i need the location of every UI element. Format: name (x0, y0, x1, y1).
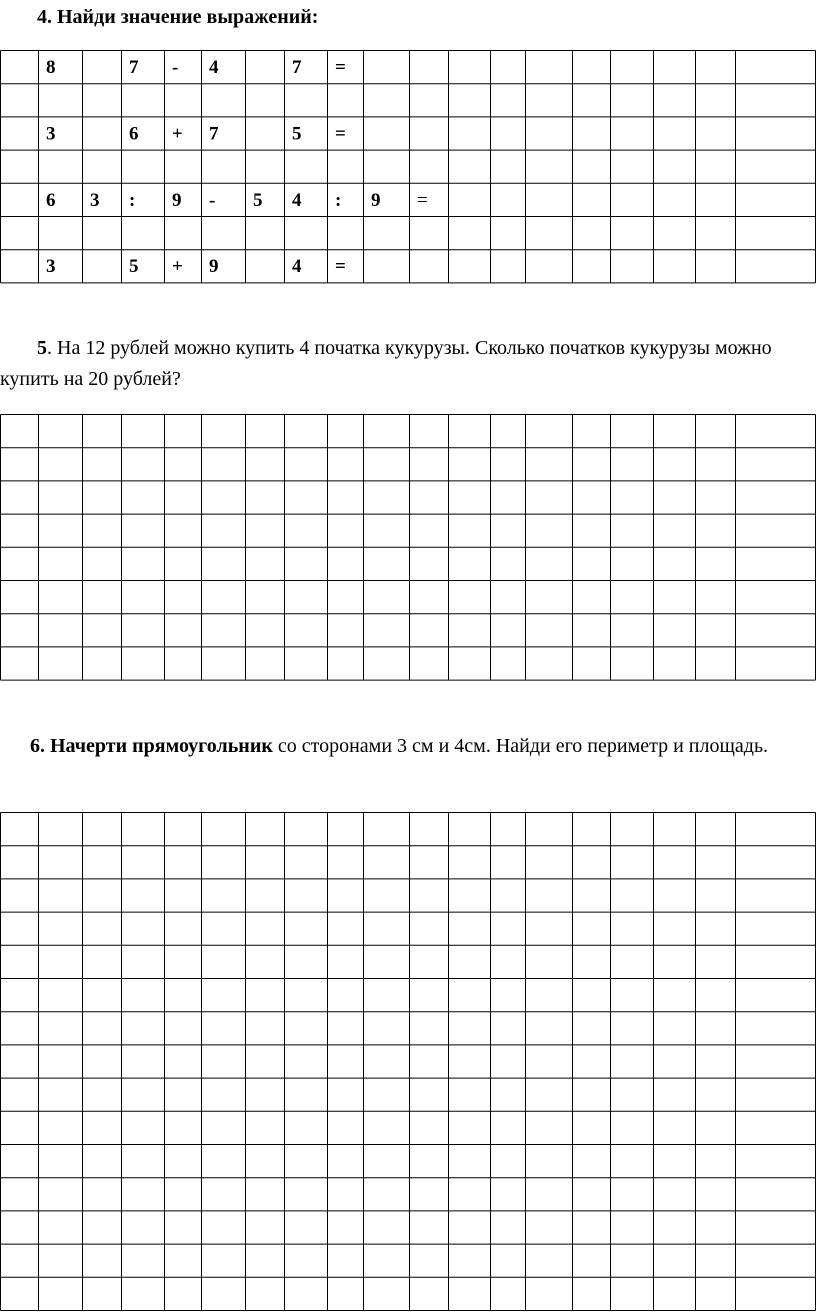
task4-grid-cell-text: 7 (292, 57, 302, 78)
task6-paragraph (0, 731, 816, 762)
task4-grid-cell-text: = (335, 256, 346, 278)
task4-grid-cell-text: 3 (46, 256, 56, 278)
task4-grid-cell-text: 3 (90, 189, 100, 211)
task4-grid-cell-text: : (335, 189, 342, 211)
task4-number: 4. (37, 6, 52, 28)
task4-grid-cell-text: = (417, 189, 428, 211)
task4-grid-cell-text: 7 (129, 57, 139, 78)
task4-grid-cell-text: + (172, 256, 183, 278)
task6-drawing-grid (0, 812, 816, 1313)
task6-text: со сторонами 3 см и 4см. Найди его периметр и площадь. (272, 735, 769, 757)
task5-paragraph (0, 333, 816, 395)
task5-number: 5 (37, 337, 47, 359)
task4-grid-cell-text: 9 (172, 189, 182, 211)
task4-grid-cell-text: - (172, 57, 179, 78)
task4-grid-cell-text: 5 (253, 189, 263, 211)
task4-grid-cell-text: 5 (292, 123, 302, 145)
task4-grid-cell-text: 5 (129, 256, 139, 278)
task4-grid-cell-text: + (172, 123, 183, 145)
task4-grid-cell-text: = (335, 57, 346, 78)
task4-grid-cell-text: - (209, 189, 216, 211)
task4-expression-grid (0, 50, 816, 285)
task6-number: 6. (30, 735, 45, 757)
task4-grid-cell-text: 9 (371, 189, 381, 211)
task4-grid-cell-text: 6 (129, 123, 139, 145)
task4-grid-cell-text: 3 (46, 123, 56, 145)
task5-text: . На 12 рублей можно купить 4 початка кукурузы. Сколько початков кукурузы можно купить на 20 рублей? (0, 337, 772, 390)
task4-grid-cell-text: 4 (292, 189, 302, 211)
task4-grid-cell-text: 7 (209, 123, 219, 145)
task4-title: Найди значение выражений: (57, 6, 319, 28)
task4-grid-cell-text: 4 (292, 256, 302, 278)
task4-heading (37, 5, 318, 29)
task5-answer-grid (0, 414, 816, 682)
task4-grid-cell-text: 4 (209, 57, 219, 78)
task4-grid-cell-text: 8 (46, 57, 56, 78)
task4-grid-cell-text: 9 (209, 256, 219, 278)
task4-grid-cell-text: = (335, 123, 346, 145)
task4-grid-cell-text: : (129, 189, 136, 211)
task4-grid-cell-text: 6 (46, 189, 56, 211)
task6-title: Начерти прямоугольник (50, 735, 273, 757)
